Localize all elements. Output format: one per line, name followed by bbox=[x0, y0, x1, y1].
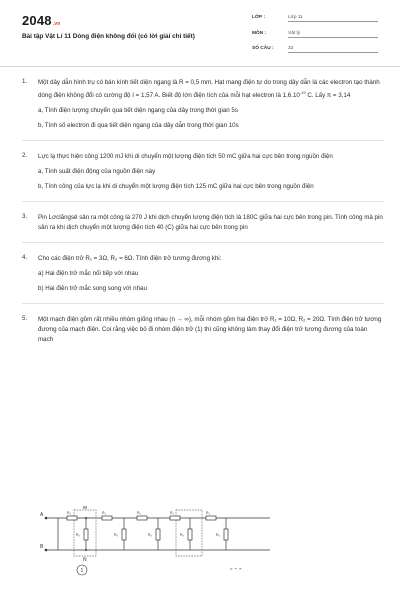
question-3: 3. Pin Lơclăngsê sản ra một công là 270 J khi dịch chuyển lượng điện tích là 180C giữa hai cực bên trong pin. Tính công mà pin sản ra khi dịch chuyển một lượng điện tích 40 (C) giữa hai cực bên trong pin bbox=[22, 213, 384, 243]
question-text: Lực lạ thực hiện công 1200 mJ khi di chuyển một lượng điện tích 50 mC giữa hai cực bên trong nguồn điện bbox=[38, 153, 333, 161]
question-part: a, Tính điện lượng chuyển qua tiết diện ngang của dây trong thời gian 5s bbox=[38, 107, 238, 115]
svg-text:R₁: R₁ bbox=[137, 511, 141, 515]
label-a: A bbox=[40, 512, 44, 518]
document-title: Bài tập Vật Lí 11 Dòng điện không đổi (có lời giải chi tiết) bbox=[22, 33, 195, 40]
question-part: b, Tính số electron đi qua tiết diện ngang của dây dẫn trong thời gian 10s bbox=[38, 122, 239, 130]
question-part: a, Tính suất điện động của nguồn điện này bbox=[38, 168, 156, 176]
page-header: 2048.vn Bài tập Vật Lí 11 Dòng điện không đổi (có lời giải chi tiết) LỚP : Lớp 11 MÔN : Vật lý SỐ CÂU : 32 bbox=[0, 0, 400, 62]
header-divider bbox=[0, 66, 400, 67]
question-part: b, Tính công của lực lạ khi di chuyển một lượng điện tích 125 mC giữa hai cực bên trong nguồn điện bbox=[38, 183, 314, 191]
label-n: N bbox=[83, 557, 87, 563]
svg-text:R₁: R₁ bbox=[67, 511, 71, 515]
resistor-r2 bbox=[156, 529, 160, 540]
resistor-r1 bbox=[170, 516, 180, 520]
question-2: 2. Lực lạ thực hiện công 1200 mJ khi di chuyển một lượng điện tích 50 mC giữa hai cực bên trong nguồn điện a, Tính suất điện động của nguồn điện này b, Tính công của lực lạ khi di chuyển một lượng điện tích 125 mC giữa hai cực bên trong nguồn điện bbox=[22, 152, 384, 202]
question-divider bbox=[22, 140, 384, 141]
resistor-r2 bbox=[84, 529, 88, 540]
question-1: 1. Một dây dẫn hình trụ có bán kính tiết diện ngang là R = 0,5 mm. Hạt mang điện tự do trong dây dẫn là các electron tạo thành dòng điện không đổi có cường độ I = 1,57 A. Biết độ lớn điện tích của mỗi hạt electron là $1,6.10^{-19}$ C. Lấy π = 3,14 a, Tính điện lượng chuyển qua tiết diện ngang của dây trong thời gian 5s b, Tính số electron đi qua tiết diện ngang của dây dẫn trong thời gian 10s bbox=[22, 78, 384, 141]
svg-text:R₂: R₂ bbox=[216, 533, 220, 537]
svg-text:1: 1 bbox=[80, 568, 84, 574]
resistor-r1 bbox=[102, 516, 112, 520]
question-4: 4. Cho các điện trở R₁ = 3Ω, R₂ = 6Ω. Tính điện trở tương đương khi: a) Hai điện trở mắc nối tiếp với nhau b) Hai điện trở mắc song song với nhau bbox=[22, 254, 384, 304]
infinite-label: n → ∞ bbox=[230, 566, 242, 571]
question-list bbox=[22, 78, 384, 356]
resistor-r1 bbox=[137, 516, 147, 520]
svg-text:R₂: R₂ bbox=[180, 533, 184, 537]
question-divider bbox=[22, 242, 384, 243]
question-text: Một dây dẫn hình trụ có bán kính tiết diện ngang là R = 0,5 mm. Hạt mang điện tự do trong dây dẫn là các electron tạo thành dòng điện không đổi có cường độ I = 1,57 A. Biết độ lớn điện tích của mỗi hạt electron là $1,6.10^{-19}$ C. Lấy π = 3,14 bbox=[38, 79, 380, 100]
ladder-circuit-diagram bbox=[40, 506, 370, 592]
question-text: Pin Lơclăngsê sản ra một công là 270 J khi dịch chuyển lượng điện tích là 180C giữa hai cực bên trong pin. Tính công mà pin sản ra khi dịch chuyển một lượng điện tích 40 (C) giữa hai cực bên trong pin bbox=[38, 214, 383, 232]
resistor-r2 bbox=[188, 529, 192, 540]
svg-text:R₁: R₁ bbox=[102, 511, 106, 515]
label-m: M bbox=[83, 506, 88, 511]
svg-text:R₂: R₂ bbox=[148, 533, 152, 537]
svg-text:R₂: R₂ bbox=[76, 533, 80, 537]
resistor-r1 bbox=[206, 516, 216, 520]
question-divider bbox=[22, 303, 384, 304]
svg-text:R₁: R₁ bbox=[206, 511, 210, 515]
question-part: b) Hai điện trở mắc song song với nhau bbox=[38, 285, 147, 293]
label-b: B bbox=[40, 544, 44, 550]
group-1-marker bbox=[77, 565, 87, 575]
question-divider bbox=[22, 201, 384, 202]
resistor-r1 bbox=[67, 516, 77, 520]
resistor-r2 bbox=[122, 529, 126, 540]
resistor-r2 bbox=[224, 529, 228, 540]
question-5: 5. Một mạch điện gồm rất nhiều nhóm giống nhau (n → ∞), mỗi nhóm gồm hai điện trở R₁ = 10Ω, R₂ = 20Ω. Tính điện trở tương đương của mạch điện. Coi rằng việc bỏ đi nhóm điện trở (1) thì cũng không làm thay đổi điện trở tương đương của toàn mạch bbox=[22, 315, 384, 345]
svg-text:R₂: R₂ bbox=[114, 533, 118, 537]
question-text: Cho các điện trở R₁ = 3Ω, R₂ = 6Ω. Tính điện trở tương đương khi: bbox=[38, 255, 222, 263]
svg-text:R₁: R₁ bbox=[170, 511, 174, 515]
question-part: a) Hai điện trở mắc nối tiếp với nhau bbox=[38, 270, 139, 278]
site-logo[interactable]: 2048.vn bbox=[22, 13, 61, 28]
question-text: Một mạch điện gồm rất nhiều nhóm giống nhau (n → ∞), mỗi nhóm gồm hai điện trở R₁ = 10Ω, R₂ = 20Ω. Tính điện trở tương đương của mạch điện. Coi rằng việc bỏ đi nhóm điện trở (1) thì cũng không làm thay đổi điện trở tương đương của toàn mạch bbox=[38, 316, 382, 344]
